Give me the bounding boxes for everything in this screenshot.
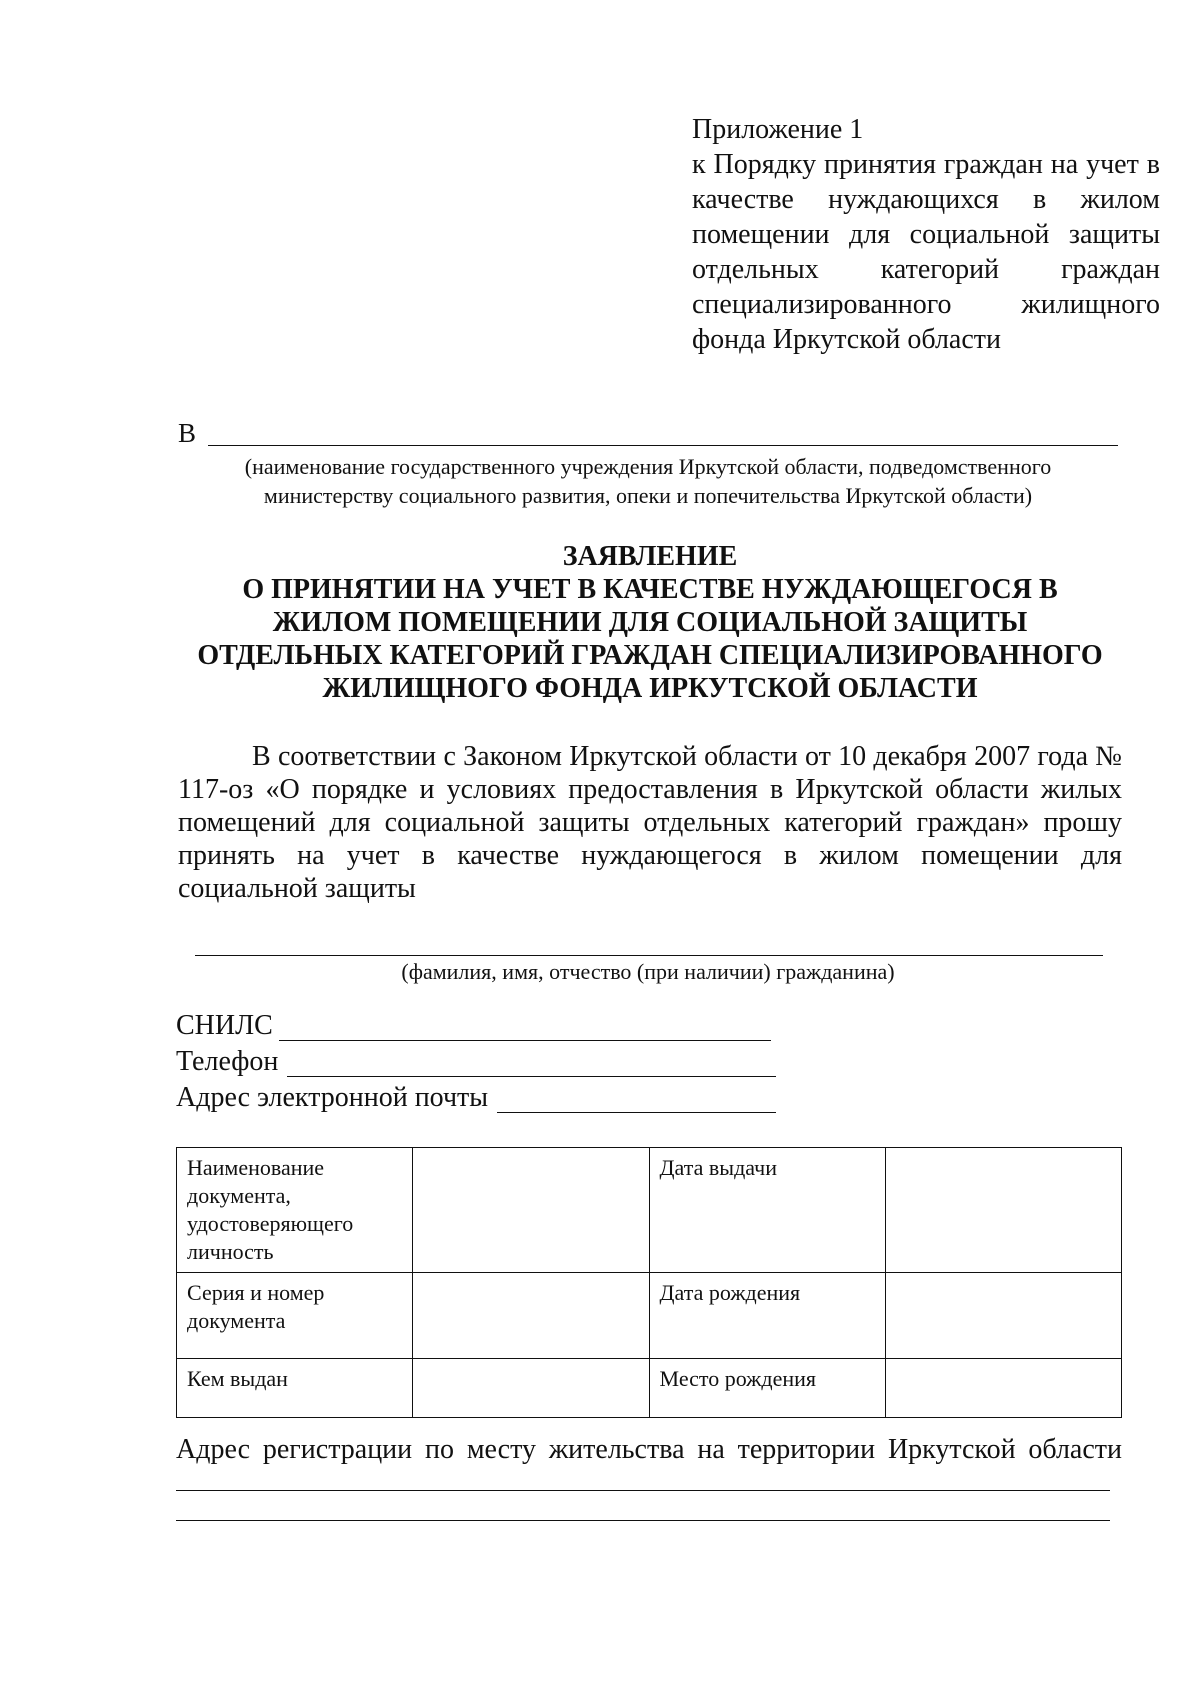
addressee-blank[interactable] xyxy=(208,445,1118,446)
phone-blank[interactable] xyxy=(287,1076,776,1077)
birth-date-label: Дата рождения xyxy=(649,1273,886,1359)
email-blank[interactable] xyxy=(497,1112,776,1113)
issued-by-label: Кем выдан xyxy=(177,1359,413,1418)
issue-date-label: Дата выдачи xyxy=(649,1148,886,1273)
title-line: ОТДЕЛЬНЫХ КАТЕГОРИЙ ГРАЖДАН СПЕЦИАЛИЗИРОВАННОГО xyxy=(197,640,1103,671)
doc-number-label: Серия и номер документа xyxy=(177,1273,413,1359)
phone-label: Телефон xyxy=(176,1046,279,1077)
request-paragraph: В соответствии с Законом Иркутской области от 10 декабря 2007 года № 117-оз «О порядке и условиях предоставления в Иркутской области жилых помещений для социальной защиты отдельных категорий граждан» прошу принять на учет в качестве нуждающегося в жилом помещении для социальной защиты xyxy=(178,741,1122,904)
appendix-line: фонда Иркутской области xyxy=(692,324,1001,355)
title-line: ЖИЛОМ ПОМЕЩЕНИИ ДЛЯ СОЦИАЛЬНОЙ ЗАЩИТЫ xyxy=(272,607,1028,638)
phone-field xyxy=(176,1046,776,1079)
registration-address-blank[interactable] xyxy=(176,1520,1110,1521)
title-line: ЗАЯВЛЕНИЕ xyxy=(562,541,738,572)
title-line: О ПРИНЯТИИ НА УЧЕТ В КАЧЕСТВЕ НУЖДАЮЩЕГОСЯ В xyxy=(242,574,1058,605)
birth-place-value[interactable] xyxy=(886,1359,1122,1418)
registration-address-blank[interactable] xyxy=(176,1490,1110,1491)
snils-field xyxy=(176,1010,776,1043)
table-row xyxy=(177,1273,1122,1359)
doc-name-value[interactable] xyxy=(412,1148,649,1273)
registration-address-label: Адрес регистрации по месту жительства на территории Иркутской области xyxy=(176,1434,1122,1465)
email-field xyxy=(176,1082,776,1115)
addressee-caption-line: (наименование государственного учреждения Иркутской области, подведомственного xyxy=(244,454,1052,479)
addressee-caption xyxy=(178,452,1118,510)
appendix-number: Приложение 1 xyxy=(692,114,864,145)
birth-place-label: Место рождения xyxy=(649,1359,886,1418)
appendix-line: помещении для социальной защиты xyxy=(692,219,1160,250)
applicant-name-blank[interactable] xyxy=(195,955,1103,956)
snils-label: СНИЛС xyxy=(176,1010,273,1041)
doc-name-label: Наименование документа, удостоверяющего личность xyxy=(177,1148,413,1273)
applicant-name-caption: (фамилия, имя, отчество (при наличии) гражданина) xyxy=(401,959,895,984)
issued-by-value[interactable] xyxy=(412,1359,649,1418)
addressee-prefix: В xyxy=(178,418,197,448)
appendix-line: отдельных категорий граждан xyxy=(692,254,1160,285)
issue-date-value[interactable] xyxy=(886,1148,1122,1273)
snils-blank[interactable] xyxy=(279,1040,771,1041)
table-row xyxy=(177,1359,1122,1418)
addressee-caption-line: министерству социального развития, опеки и попечительства Иркутской области) xyxy=(263,483,1033,508)
doc-number-value[interactable] xyxy=(412,1273,649,1359)
table-row xyxy=(177,1148,1122,1273)
addressee-row xyxy=(178,418,1118,454)
title-line: ЖИЛИЩНОГО ФОНДА ИРКУТСКОЙ ОБЛАСТИ xyxy=(322,673,978,704)
identity-document-table xyxy=(176,1147,1122,1418)
document-title xyxy=(160,540,1140,705)
appendix-line: специализированного жилищного xyxy=(692,289,1160,320)
appendix-block xyxy=(692,112,1160,357)
appendix-line: к Порядку принятия граждан на учет в xyxy=(692,149,1160,180)
email-label: Адрес электронной почты xyxy=(176,1082,489,1113)
birth-date-value[interactable] xyxy=(886,1273,1122,1359)
appendix-line: качестве нуждающихся в жилом xyxy=(692,184,1160,215)
